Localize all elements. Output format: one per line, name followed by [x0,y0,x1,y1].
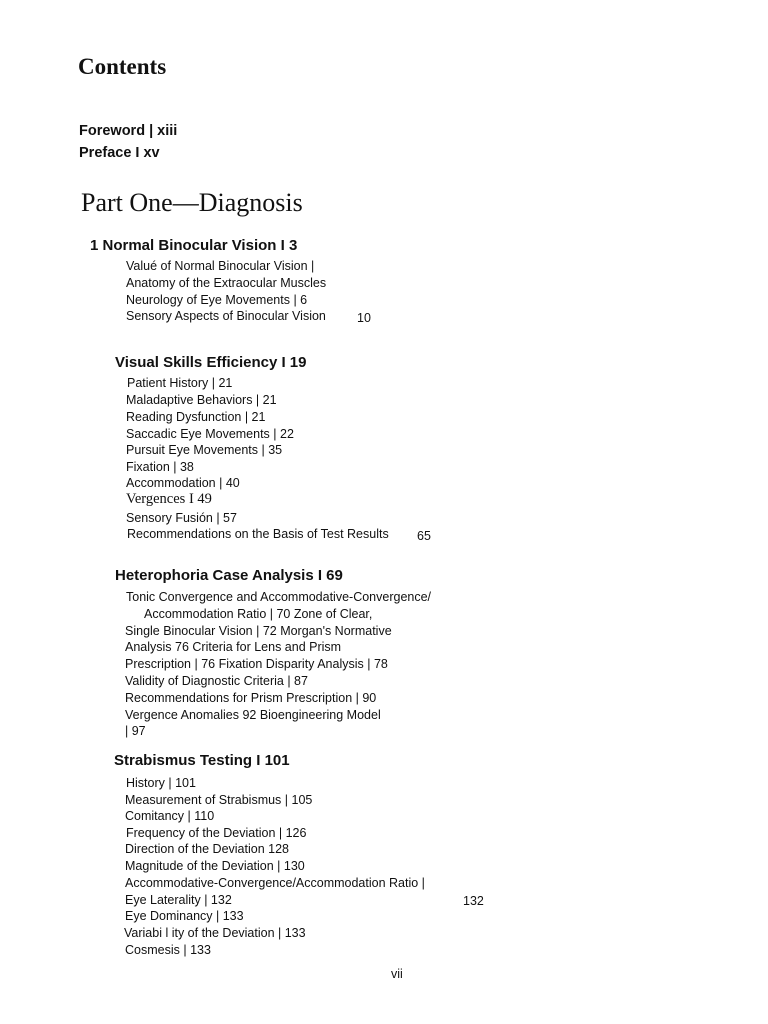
toc-entry: Recommendations for Prism Prescription | 90 [125,691,377,705]
toc-entry: Accommodative-Convergence/Accommodation Ratio | [125,876,425,890]
front-matter-foreword: Foreword | xiii [79,123,178,139]
toc-entry: | 97 [125,724,146,738]
toc-entry: Vergences I 49 [126,491,212,507]
toc-entry: Neurology of Eye Movements | 6 [126,293,308,307]
chapter-title: 1 Normal Binocular Vision I 3 [90,237,298,254]
toc-entry: Cosmesis | 133 [125,943,211,957]
toc-entry: Saccadic Eye Movements | 22 [126,427,294,441]
toc-entry: Recommendations on the Basis of Test Results [127,527,389,541]
toc-entry: Measurement of Strabismus | 105 [125,793,313,807]
toc-entry: Patient History | 21 [127,376,233,390]
toc-entry: Single Binocular Vision | 72 Morgan's Normative [125,624,392,638]
toc-entry: Fixation | 38 [126,460,194,474]
toc-entry: Eye Laterality | 132 [125,893,232,907]
toc-entry: Sensory Fusión | 57 [126,511,237,525]
toc-entry: Frequency of the Deviation | 126 [126,826,307,840]
page-number: vii [391,967,403,981]
toc-entry: Prescription | 76 Fixation Disparity Analysis | 78 [125,657,388,671]
chapter-title: Strabismus Testing I 101 [114,752,290,769]
part-title: Part One—Diagnosis [81,188,303,217]
toc-entry: Validity of Diagnostic Criteria | 87 [125,674,308,688]
toc-entry: Comitancy | 110 [125,809,215,823]
toc-entry: Tonic Convergence and Accommodative-Convergence/ [126,590,432,604]
toc-entry: Anatomy of the Extraocular Muscles [126,276,327,290]
toc-page-number: 132 [463,894,484,908]
toc-entry: Vergence Anomalies 92 Bioengineering Model [125,708,381,722]
toc-entry: Analysis 76 Criteria for Lens and Prism [125,640,342,654]
chapter-title: Heterophoria Case Analysis I 69 [115,567,343,584]
toc-entry: Accommodation | 40 [126,476,240,490]
page-title: Contents [78,54,167,79]
toc-entry: Sensory Aspects of Binocular Vision [126,309,326,323]
toc-entry: Eye Dominancy | 133 [125,909,244,923]
toc-page-number: 10 [357,311,371,325]
toc-entry: Magnitude of the Deviation | 130 [125,859,305,873]
toc-entry: Variabi l ity of the Deviation | 133 [124,926,306,940]
toc-entry: Reading Dysfunction | 21 [126,410,266,424]
toc-entry: History | 101 [126,776,196,790]
toc-entry: Direction of the Deviation 128 [125,842,289,856]
chapter-title: Visual Skills Efficiency I 19 [115,354,307,371]
toc-entry: Maladaptive Behaviors | 21 [126,393,277,407]
toc-page-number: 65 [417,529,431,543]
toc-entry: Valué of Normal Binocular Vision | [126,259,315,273]
toc-entry: Accommodation Ratio | 70 Zone of Clear, [144,607,373,621]
toc-entry: Pursuit Eye Movements | 35 [126,443,283,457]
front-matter-preface: Preface I xv [79,145,160,161]
